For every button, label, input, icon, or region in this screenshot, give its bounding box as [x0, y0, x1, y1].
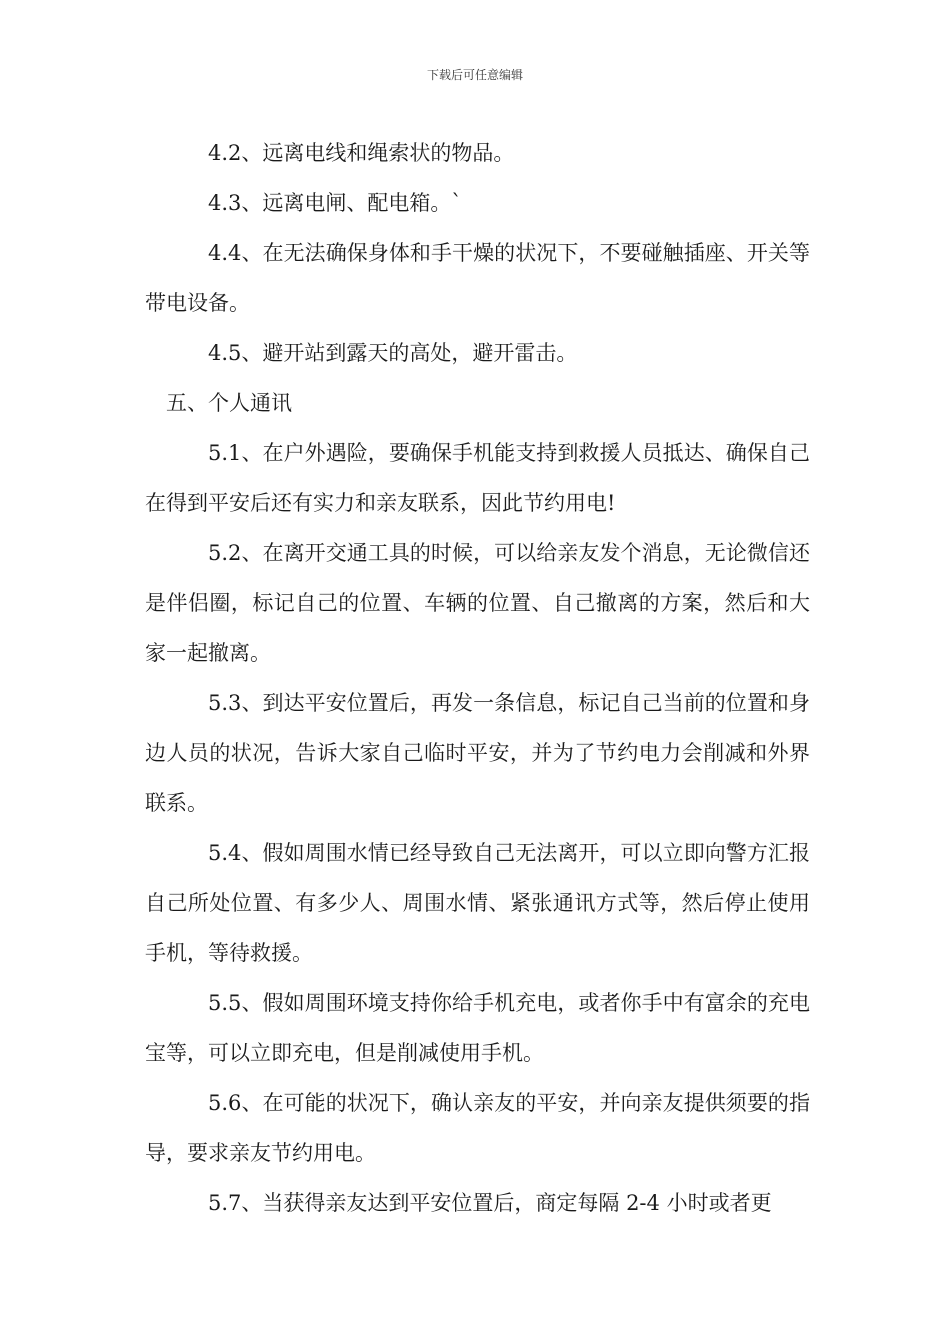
paragraph-5-1: 5.1、在户外遇险，要确保手机能支持到救援人员抵达、确保自己在得到平安后还有实力和亲友联系，因此节约用电!: [145, 441, 810, 515]
paragraph-4-4: 4.4、在无法确保身体和手干燥的状况下，不要碰触插座、开关等带电设备。: [145, 241, 810, 315]
paragraph-4-5: 4.5、避开站到露天的高处，避开雷击。: [208, 341, 578, 365]
paragraph-5-5: 5.5、假如周围环境支持你给手机充电，或者你手中有富余的充电宝等，可以立即充电，但是削减使用手机。: [145, 991, 810, 1065]
document-body: [145, 128, 810, 1228]
paragraph-5-4: 5.4、假如周围水情已经导致自己无法离开，可以立即向警方汇报自己所处位置、有多少人、周围水情、紧张通讯方式等，然后停止使用手机，等待救援。: [145, 841, 810, 965]
page-header: 下载后可任意编辑: [426, 68, 523, 82]
paragraph-5-7: 5.7、当获得亲友达到平安位置后，商定每隔 2-4 小时或者更: [208, 1191, 772, 1215]
paragraph-5-2: 5.2、在离开交通工具的时候，可以给亲友发个消息，无论微信还是伴侣圈，标记自己的位置、车辆的位置、自己撤离的方案，然后和大家一起撤离。: [145, 541, 810, 665]
paragraph-5-3: 5.3、到达平安位置后，再发一条信息，标记自己当前的位置和身边人员的状况，告诉大家自己临时平安，并为了节约电力会削减和外界联系。: [145, 691, 810, 815]
paragraph-4-2: 4.2、远离电线和绳索状的物品。: [208, 141, 515, 165]
paragraph-4-3: 4.3、远离电闸、配电箱。`: [208, 191, 462, 215]
section-heading-5: 五、个人通讯: [166, 391, 292, 415]
paragraph-5-6: 5.6、在可能的状况下，确认亲友的平安，并向亲友提供须要的指导，要求亲友节约用电。: [145, 1091, 810, 1165]
